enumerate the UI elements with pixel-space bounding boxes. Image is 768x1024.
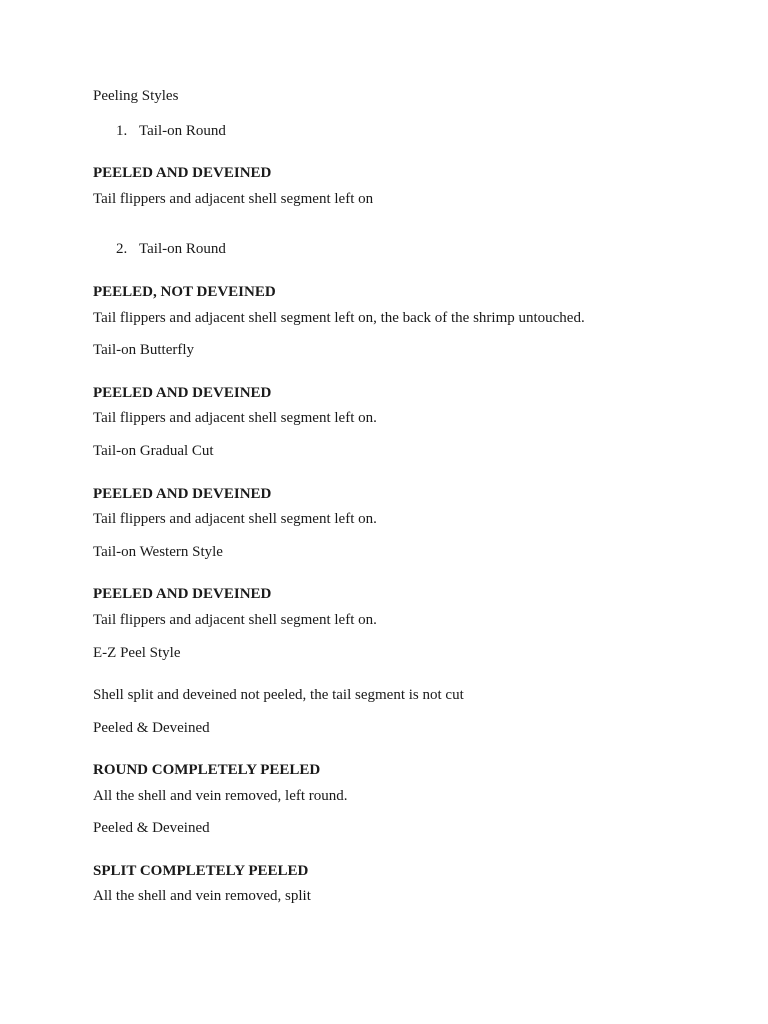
style-name-5: Tail-on Western Style <box>93 544 223 560</box>
section-heading-3: PEELED AND DEVEINED <box>93 385 272 401</box>
section-description-4: Tail flippers and adjacent shell segment left on. <box>93 511 377 527</box>
list-item-number: 2. <box>116 241 128 257</box>
section-heading-4: PEELED AND DEVEINED <box>93 486 272 502</box>
section-heading-5: PEELED AND DEVEINED <box>93 586 272 602</box>
list-item-text: Tail-on Round <box>139 123 226 139</box>
section-heading-8: SPLIT COMPLETELY PEELED <box>93 863 309 879</box>
section-description-5: Tail flippers and adjacent shell segment left on. <box>93 612 377 628</box>
style-name-4: Tail-on Gradual Cut <box>93 443 214 459</box>
section-heading-7: ROUND COMPLETELY PEELED <box>93 762 321 778</box>
section-description-7: All the shell and vein removed, left round. <box>93 788 348 804</box>
section-heading-1: PEELED AND DEVEINED <box>93 165 272 181</box>
list-item-1 <box>116 122 226 140</box>
section-heading-2: PEELED, NOT DEVEINED <box>93 284 276 300</box>
section-description-3: Tail flippers and adjacent shell segment left on. <box>93 410 377 426</box>
document-title: Peeling Styles <box>93 88 179 104</box>
section-description-8: All the shell and vein removed, split <box>93 888 311 904</box>
list-item-text: Tail-on Round <box>139 241 226 257</box>
section-description-6: Shell split and deveined not peeled, the tail segment is not cut <box>93 687 464 703</box>
style-name-7: Peeled & Deveined <box>93 720 210 736</box>
section-description-2: Tail flippers and adjacent shell segment left on, the back of the shrimp untouched. <box>93 310 585 326</box>
list-item-2 <box>116 240 226 258</box>
style-name-3: Tail-on Butterfly <box>93 342 195 358</box>
list-item-number: 1. <box>116 123 128 139</box>
style-name-6: E-Z Peel Style <box>93 645 181 661</box>
style-name-8: Peeled & Deveined <box>93 820 210 836</box>
section-description-1: Tail flippers and adjacent shell segment left on <box>93 191 374 207</box>
